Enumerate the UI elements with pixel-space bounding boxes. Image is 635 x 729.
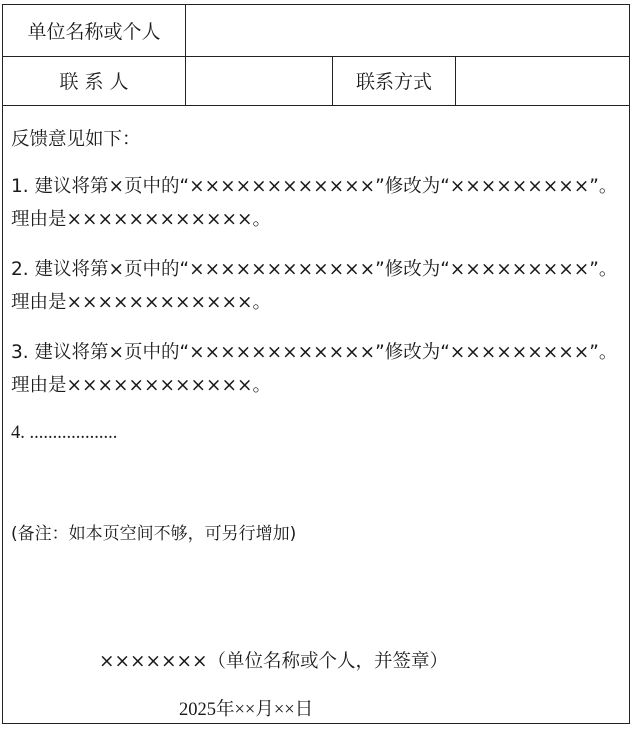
feedback-item-3: 3. 建议将第×页中的“××××××××××××”修改为“×××××××××”。理由是××××××××××××。	[11, 342, 618, 396]
feedback-item-1: 1. 建议将第×页中的“××××××××××××”修改为“×××××××××”。理由是××××××××××××。	[11, 176, 618, 230]
feedback-item-4: 4. ...................	[11, 423, 118, 443]
feedback-form	[2, 4, 630, 724]
signature-line: ×××××××（单位名称或个人，并签章）	[99, 651, 449, 672]
feedback-item-2: 2. 建议将第×页中的“××××××××××××”修改为“×××××××××”。理由是××××××××××××。	[11, 259, 618, 313]
feedback-body	[3, 105, 629, 725]
unit-label: 单位名称或个人	[27, 21, 161, 43]
note-text: (备注：如本页空间不够，可另行增加)	[11, 524, 297, 544]
unit-row	[3, 5, 629, 57]
unit-value-field[interactable]	[186, 5, 629, 56]
date-line: 2025年××月××日	[179, 700, 314, 720]
contact-row	[3, 56, 629, 106]
contact-person-field[interactable]	[186, 56, 332, 105]
contact-person-label: 联 系 人	[59, 71, 129, 93]
intro-text: 反馈意见如下：	[11, 129, 141, 150]
contact-method-label: 联系方式	[355, 71, 432, 93]
contact-method-field[interactable]	[456, 56, 629, 105]
